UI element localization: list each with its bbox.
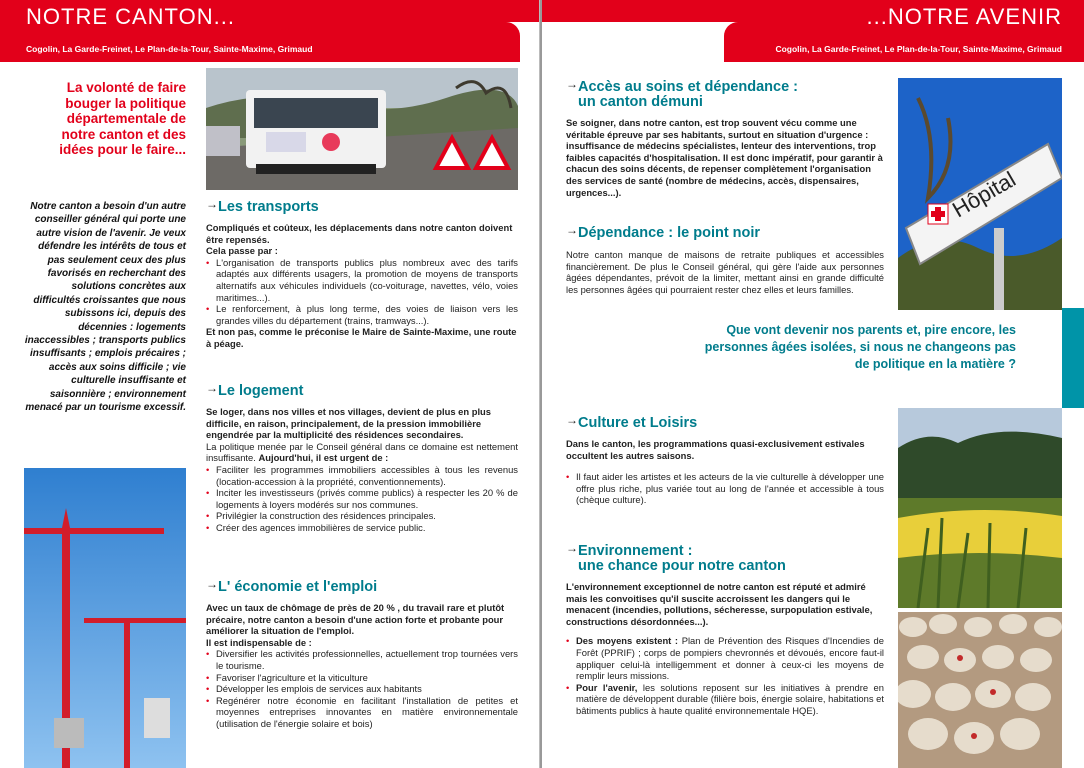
list-item: • Inciter les investisseurs (privés comme publics) à respecter les 20 % de logements à loyers modérés sur nos communes.: [206, 487, 518, 510]
soins-title-line1: Accès au soins et dépendance :: [578, 79, 798, 95]
environnement-title-line1: Environnement :: [578, 543, 693, 559]
soins-lead: Se soigner, dans notre canton, est trop souvent vécu comme une véritable épreuve par ses habitants, surtout en situation d'urgence : insuffisance de médecins spécialistes, lenteur des interventions, trop faibles capacités d'hospitalisation. Il est donc impératif, pour garantir à chacun des soins décents, de repenser complètement l'organisation des services de santé (nombre de médecins, accès, dispensaires, urgences...).: [566, 117, 883, 198]
right-page-title: ...NOTRE AVENIR: [866, 4, 1062, 29]
bus-photo: [206, 68, 518, 190]
left-page-title: NOTRE CANTON...: [26, 4, 235, 29]
environnement-title-line2: une chance pour notre canton: [578, 558, 786, 574]
arrow-icon: →: [206, 577, 218, 591]
list-item: • Il faut aider les artistes et les acteurs de la vie culturelle à développer une offre plus riche, plus variée tout au long de l'année et accessible à tous (chèque culture).: [566, 471, 884, 506]
soins-title-line2: un canton démuni: [578, 94, 703, 110]
logement-text: [206, 441, 518, 464]
section-transports: [206, 197, 518, 350]
list-item: • Regénérer notre économie en facilitant l'installation de petites et moyennes entreprises innovantes en matière environnementale (utilisation de l'énergie solaire et bois): [206, 695, 518, 730]
logement-text-bold: Aujourd'hui, il est urgent de :: [258, 452, 389, 464]
hospital-sign-photo: [898, 78, 1062, 310]
culture-title-text: Culture et Loisirs: [578, 415, 698, 431]
intro-body: Notre canton a besoin d'un autre conseiller général qui porte une autre vision de l'avenir. Je veux défendre les intérêts de tous et pas seulement ceux des plus favorisés en recherchant des solutions concrètes aux difficultés croissantes que nous subissons ici, depuis des décennies : logements inaccessibles ; transports publics insuffisants ; emplois précaires ; accès aux soins difficile ; vie culturelle insuffisante et saisonnière ; environnement menacé par un tourisme excessif.: [24, 201, 186, 414]
culture-title: [566, 413, 884, 431]
sheep-photo: [898, 612, 1062, 768]
header-band-left: [0, 4, 520, 62]
right-page: [542, 0, 1084, 768]
logement-title-text: Le logement: [218, 383, 304, 399]
page-tab-marker: [1062, 308, 1084, 408]
section-culture: [566, 413, 884, 506]
environnement-list: [566, 635, 884, 716]
logement-text-plain: La politique menée par le Conseil général dans ce domaine est nettement insuffisante.: [206, 440, 518, 464]
economie-title: [206, 577, 518, 595]
arrow-icon: →: [566, 223, 578, 237]
section-environnement: [566, 541, 884, 717]
arrow-icon: →: [566, 541, 578, 555]
list-item: [566, 682, 884, 717]
dependance-text: Notre canton manque de maisons de retraite publiques et accessibles financièrement. De plus le Conseil général, qui gère l'aide aux personnes âgées dépendantes, prévoit de la limiter, mettant ainsi en grande difficulté les personnes âgées qui pourraient rester chez elles et leurs familles.: [566, 249, 884, 295]
soins-title: [566, 77, 884, 110]
communes-list-left: Cogolin, La Garde-Freinet, Le Plan-de-la-Tour, Sainte-Maxime, Grimaud: [26, 44, 313, 54]
dependance-title-text: Dépendance : le point noir: [578, 225, 761, 241]
arrow-icon: →: [566, 413, 578, 427]
left-page: [0, 0, 540, 768]
question-callout: Que vont devenir nos parents et, pire encore, les personnes âgées isolées, si nous ne changeons pas de politique en la matière ?: [704, 323, 1016, 371]
intro-headline: La volonté de faire bouger la politique départementale de notre canton et des idées pour le faire...: [59, 80, 186, 157]
hospital-sign-text: Hôpital: [948, 166, 1020, 223]
header-band-right: [724, 4, 1084, 62]
dependance-title: [566, 223, 884, 241]
logement-title: [206, 381, 518, 399]
economie-title-text: L' économie et l'emploi: [218, 579, 378, 595]
arrow-icon: →: [206, 381, 218, 395]
list-item: • L'organisation de transports publics plus nombreux avec des tarifs adaptés aux différents usagers, la promotion de moyens de transports alternatifs aux véhicules individuels (co-voiturage, navettes, vélo, voies maritimes...).: [206, 257, 518, 303]
section-logement: [206, 381, 518, 534]
economie-list: [206, 648, 518, 729]
list-item: • Développer les emplois de services aux habitants: [206, 683, 518, 695]
list-item: • Diversifier les activités professionnelles, actuellement trop tournées vers le tourisme.: [206, 648, 518, 671]
section-economie: [206, 577, 518, 730]
economie-intro-line: Il est indispensable de :: [206, 636, 312, 648]
section-soins: [566, 77, 884, 198]
transports-intro-line: Cela passe par :: [206, 245, 278, 257]
list-item: • Le renforcement, à plus long terme, des voies de liaison vers les grandes villes du département (trains, tramways...).: [206, 303, 518, 326]
environnement-bullet2-text: les solutions reposent sur les initiatives à prendre en matière de développent durable (filière bois, énergie solaire, habitations et bâtiments publics à haute qualité environnementale HQE).: [576, 681, 884, 716]
environnement-title: [566, 541, 884, 574]
culture-lead: Dans le canton, les programmations quasi-exclusivement estivales occultent les autres saisons.: [566, 438, 865, 461]
logement-lead: Se loger, dans nos villes et nos villages, devient de plus en plus difficile, en raison, principalement, de la pression immobilière engendrée par la multiplicité des résidences secondaires.: [206, 406, 491, 441]
transports-closing: Et non pas, comme le préconise le Maire de Sainte-Maxime, une route à péage.: [206, 326, 517, 349]
transports-title: [206, 197, 518, 215]
transports-list: [206, 257, 518, 327]
environnement-bullet1-bold: Des moyens existent :: [576, 635, 679, 647]
arrow-icon: →: [566, 77, 578, 91]
field-photo: [898, 408, 1062, 608]
transports-title-text: Les transports: [218, 199, 319, 215]
economie-lead: Avec un taux de chômage de près de 20 % , du travail rare et plutôt précaire, notre canton a besoin d'une action forte et probante pour améliorer la situation de l'emploi.: [206, 602, 505, 637]
communes-list-right: Cogolin, La Garde-Freinet, Le Plan-de-la-Tour, Sainte-Maxime, Grimaud: [775, 44, 1062, 54]
list-item: • Favoriser l'agriculture et la viticulture: [206, 672, 518, 684]
arrow-icon: →: [206, 197, 218, 211]
environnement-bullet1-text: Plan de Prévention des Risques d'Incendies de Forêt (PPRIF) ; corps de pompiers chevronnés et dévoués, encore faut-il appliquer celui-là intelligemment et donner à ceux-ci les moyens de remplir leurs missions.: [576, 635, 884, 682]
section-dependance: [566, 223, 884, 295]
environnement-lead: L'environnement exceptionnel de notre canton est réputé et admiré mais les convoitises qu'il suscite accroissent les dangers qui le menacent (incendies, pollutions, sécheresse, surpopulation estivale, constructions désordonnées...).: [566, 581, 873, 627]
culture-list: [566, 471, 884, 506]
logement-list: [206, 464, 518, 534]
transports-lead: Compliqués et coûteux, les déplacements dans notre canton doivent être repensés.: [206, 222, 513, 245]
list-item: • Créer des agences immobilières de service public.: [206, 522, 518, 534]
environnement-bullet2-bold: Pour l'avenir,: [576, 681, 638, 693]
list-item: [566, 635, 884, 681]
cranes-photo: [24, 468, 186, 768]
list-item: • Faciliter les programmes immobiliers accessibles à tous les revenus (location-accession à la propriété, conventionnements).: [206, 464, 518, 487]
list-item: • Privilégier la construction des résidences principales.: [206, 510, 518, 522]
